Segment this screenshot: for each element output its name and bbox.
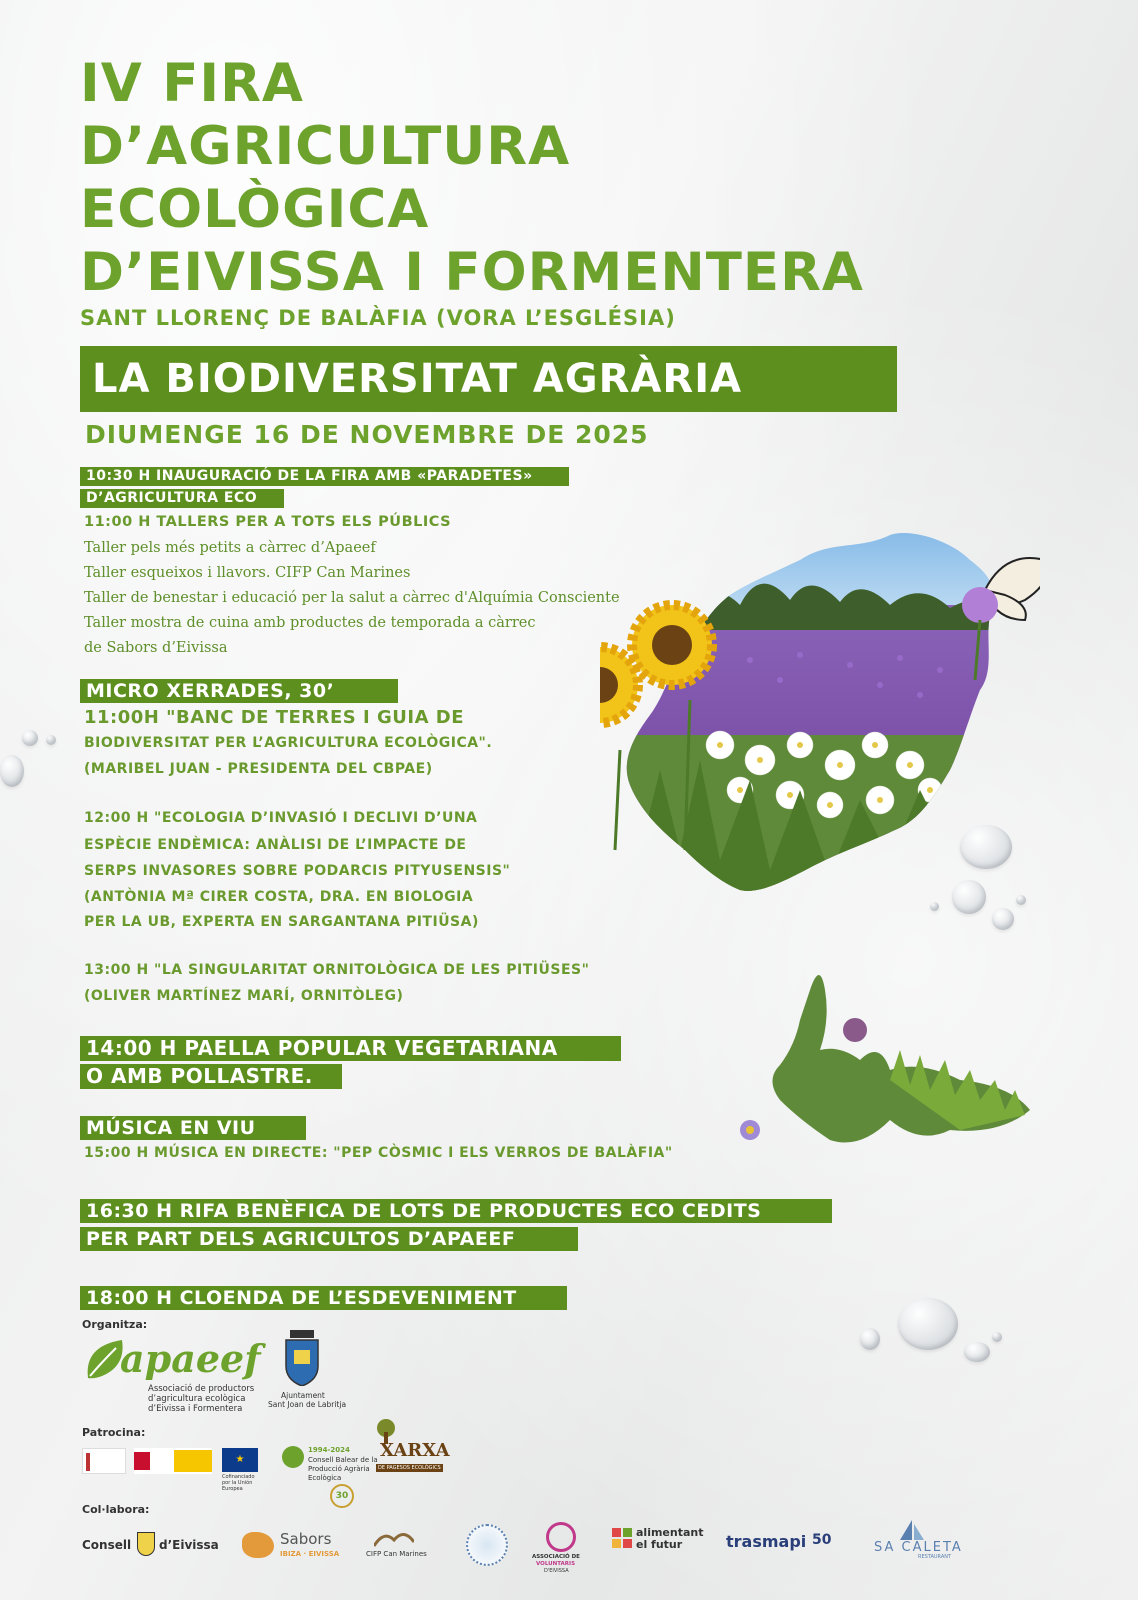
workshop-item: Taller mostra de cuina amb productes de temporada a càrrec (84, 615, 536, 631)
coat-of-arms-icon (282, 1330, 322, 1386)
hands-icon (546, 1522, 576, 1552)
cifp-logo: CIFP Can Marines (364, 1528, 434, 1564)
water-drop (992, 1332, 1002, 1342)
ajuntament-logo: Ajuntament Sant Joan de Labritja (268, 1330, 338, 1412)
raffle-bar-2: PER PART DELS AGRICULTOS D’APAEEF (80, 1227, 578, 1251)
theme-banner: LA BIODIVERSITAT AGRÀRIA (80, 346, 897, 412)
consell-eivissa-logo: Consell d’Eivissa (82, 1530, 212, 1560)
venue: SANT LLORENÇ DE BALÀFIA (VORA L’ESGLÉSIA) (80, 306, 676, 330)
anniversary-badge: 30 (330, 1484, 354, 1508)
music-line: 15:00 H MÚSICA EN DIRECTE: "PEP CÒSMIC I ELS VERROS DE BALÀFIA" (84, 1145, 673, 1161)
water-drop (898, 1298, 958, 1350)
talk1-line: (MARIBEL JUAN - PRESIDENTA DEL CBPAE) (84, 761, 433, 777)
paella-bar-2: O AMB POLLASTRE. (80, 1064, 342, 1089)
talk3-line: 13:00 H "LA SINGULARITAT ORNITOLÒGICA DE LES PITIÜSES" (84, 962, 590, 978)
talk2-line: ESPÈCIE ENDÈMICA: ANÀLISI DE L’IMPACTE DE (84, 837, 467, 853)
sabors-logo: Sabors IBIZA · EIVISSA (242, 1528, 342, 1564)
talk2-line: PER LA UB, EXPERTA EN SARGANTANA PITIÜSA) (84, 914, 479, 930)
workshop-item: Taller esqueixos i llavors. CIFP Can Marines (84, 565, 411, 581)
water-drop (960, 825, 1012, 869)
talk2-line: SERPS INVASORES SOBRE PODARCIS PITYUSENSIS" (84, 863, 511, 879)
xarxa-logo: XARXA DE PAGESOS ECOLÒGICS (372, 1418, 452, 1478)
poster-title (80, 52, 864, 304)
water-drop (860, 1328, 880, 1350)
organitza-label: Organitza: (82, 1318, 148, 1331)
workshop-item: Taller pels més petits a càrrec d’Apaeef (84, 540, 376, 556)
patrocina-label: Patrocina: (82, 1426, 146, 1439)
island-icon (242, 1532, 274, 1558)
water-drop (46, 735, 56, 745)
water-drop (992, 908, 1014, 930)
hills-icon (374, 1528, 414, 1548)
event-date: DIUMENGE 16 DE NOVEMBRE DE 2025 (85, 420, 649, 449)
talks-title-bar: MICRO XERRADES, 30’ (80, 679, 398, 703)
formentera-collage (730, 950, 1060, 1160)
alquimia-logo (466, 1524, 508, 1566)
eu-logo: ★ Cofinanciado por la Unión Europea (222, 1448, 258, 1488)
talk3-line: (OLIVER MARTÍNEZ MARÍ, ORNITÒLEG) (84, 988, 404, 1004)
title-line-2: D’AGRICULTURA (80, 116, 571, 177)
govern-logo (82, 1448, 126, 1474)
water-drop (1016, 895, 1026, 905)
collabora-label: Col·labora: (82, 1503, 150, 1516)
voluntaris-logo: ASSOCIACIÓ DE VOLUNTARIS D'EIVISSA (532, 1522, 594, 1572)
water-drop (22, 730, 38, 746)
shield-icon (137, 1532, 155, 1556)
workshops-title: 11:00 H TALLERS PER A TOTS ELS PÚBLICS (84, 514, 452, 530)
workshop-item: Taller de benestar i educació per la salut a càrrec d'Alquímia Consciente (84, 590, 620, 606)
raffle-bar-1: 16:30 H RIFA BENÈFICA DE LOTS DE PRODUCTES ECO CEDITS (80, 1199, 832, 1223)
opening-bar-1: 10:30 H INAUGURACIÓ DE LA FIRA AMB «PARADETES» (80, 467, 569, 486)
workshop-item: de Sabors d’Eivissa (84, 640, 228, 656)
spain-gov-logo (134, 1448, 212, 1474)
alimentant-logo: alimentant el futur (612, 1526, 712, 1566)
title-line-4: D’EIVISSA I FORMENTERA (80, 242, 864, 303)
music-title-bar: MÚSICA EN VIU (80, 1116, 306, 1140)
talk1-line: BIODIVERSITAT PER L’AGRICULTURA ECOLÒGICA". (84, 735, 493, 751)
water-drop (952, 880, 986, 914)
talk2-line: (ANTÒNIA Mª CIRER COSTA, DRA. EN BIOLOGIA (84, 889, 474, 905)
paella-bar-1: 14:00 H PAELLA POPULAR VEGETARIANA (80, 1036, 621, 1061)
sa-caleta-logo: SA CALETA RESTAURANT (874, 1520, 984, 1560)
title-line-1: IV FIRA (80, 53, 304, 114)
talk2-line: 12:00 H "ECOLOGIA D’INVASIÓ I DECLIVI D’UNA (84, 810, 478, 826)
water-drop (0, 755, 24, 787)
trasmapi-logo: trasmapi 50 (726, 1532, 832, 1551)
water-drop (964, 1342, 990, 1362)
title-line-3: ECOLÒGICA (80, 179, 430, 240)
closing-bar: 18:00 H CLOENDA DE L’ESDEVENIMENT (80, 1286, 567, 1310)
water-drop (930, 902, 939, 911)
talk1-line: 11:00H "BANC DE TERRES I GUIA DE (84, 707, 465, 728)
apaeef-logo: apaeef Associació de productors d’agricultura ecològica d’Eivissa i Formentera (82, 1336, 252, 1411)
opening-bar-2: D’AGRICULTURA ECO (80, 489, 284, 508)
cbpae-logo: 1994-2024 Consell Balear de la Producció Agrària Ecològica 30 (282, 1446, 368, 1508)
